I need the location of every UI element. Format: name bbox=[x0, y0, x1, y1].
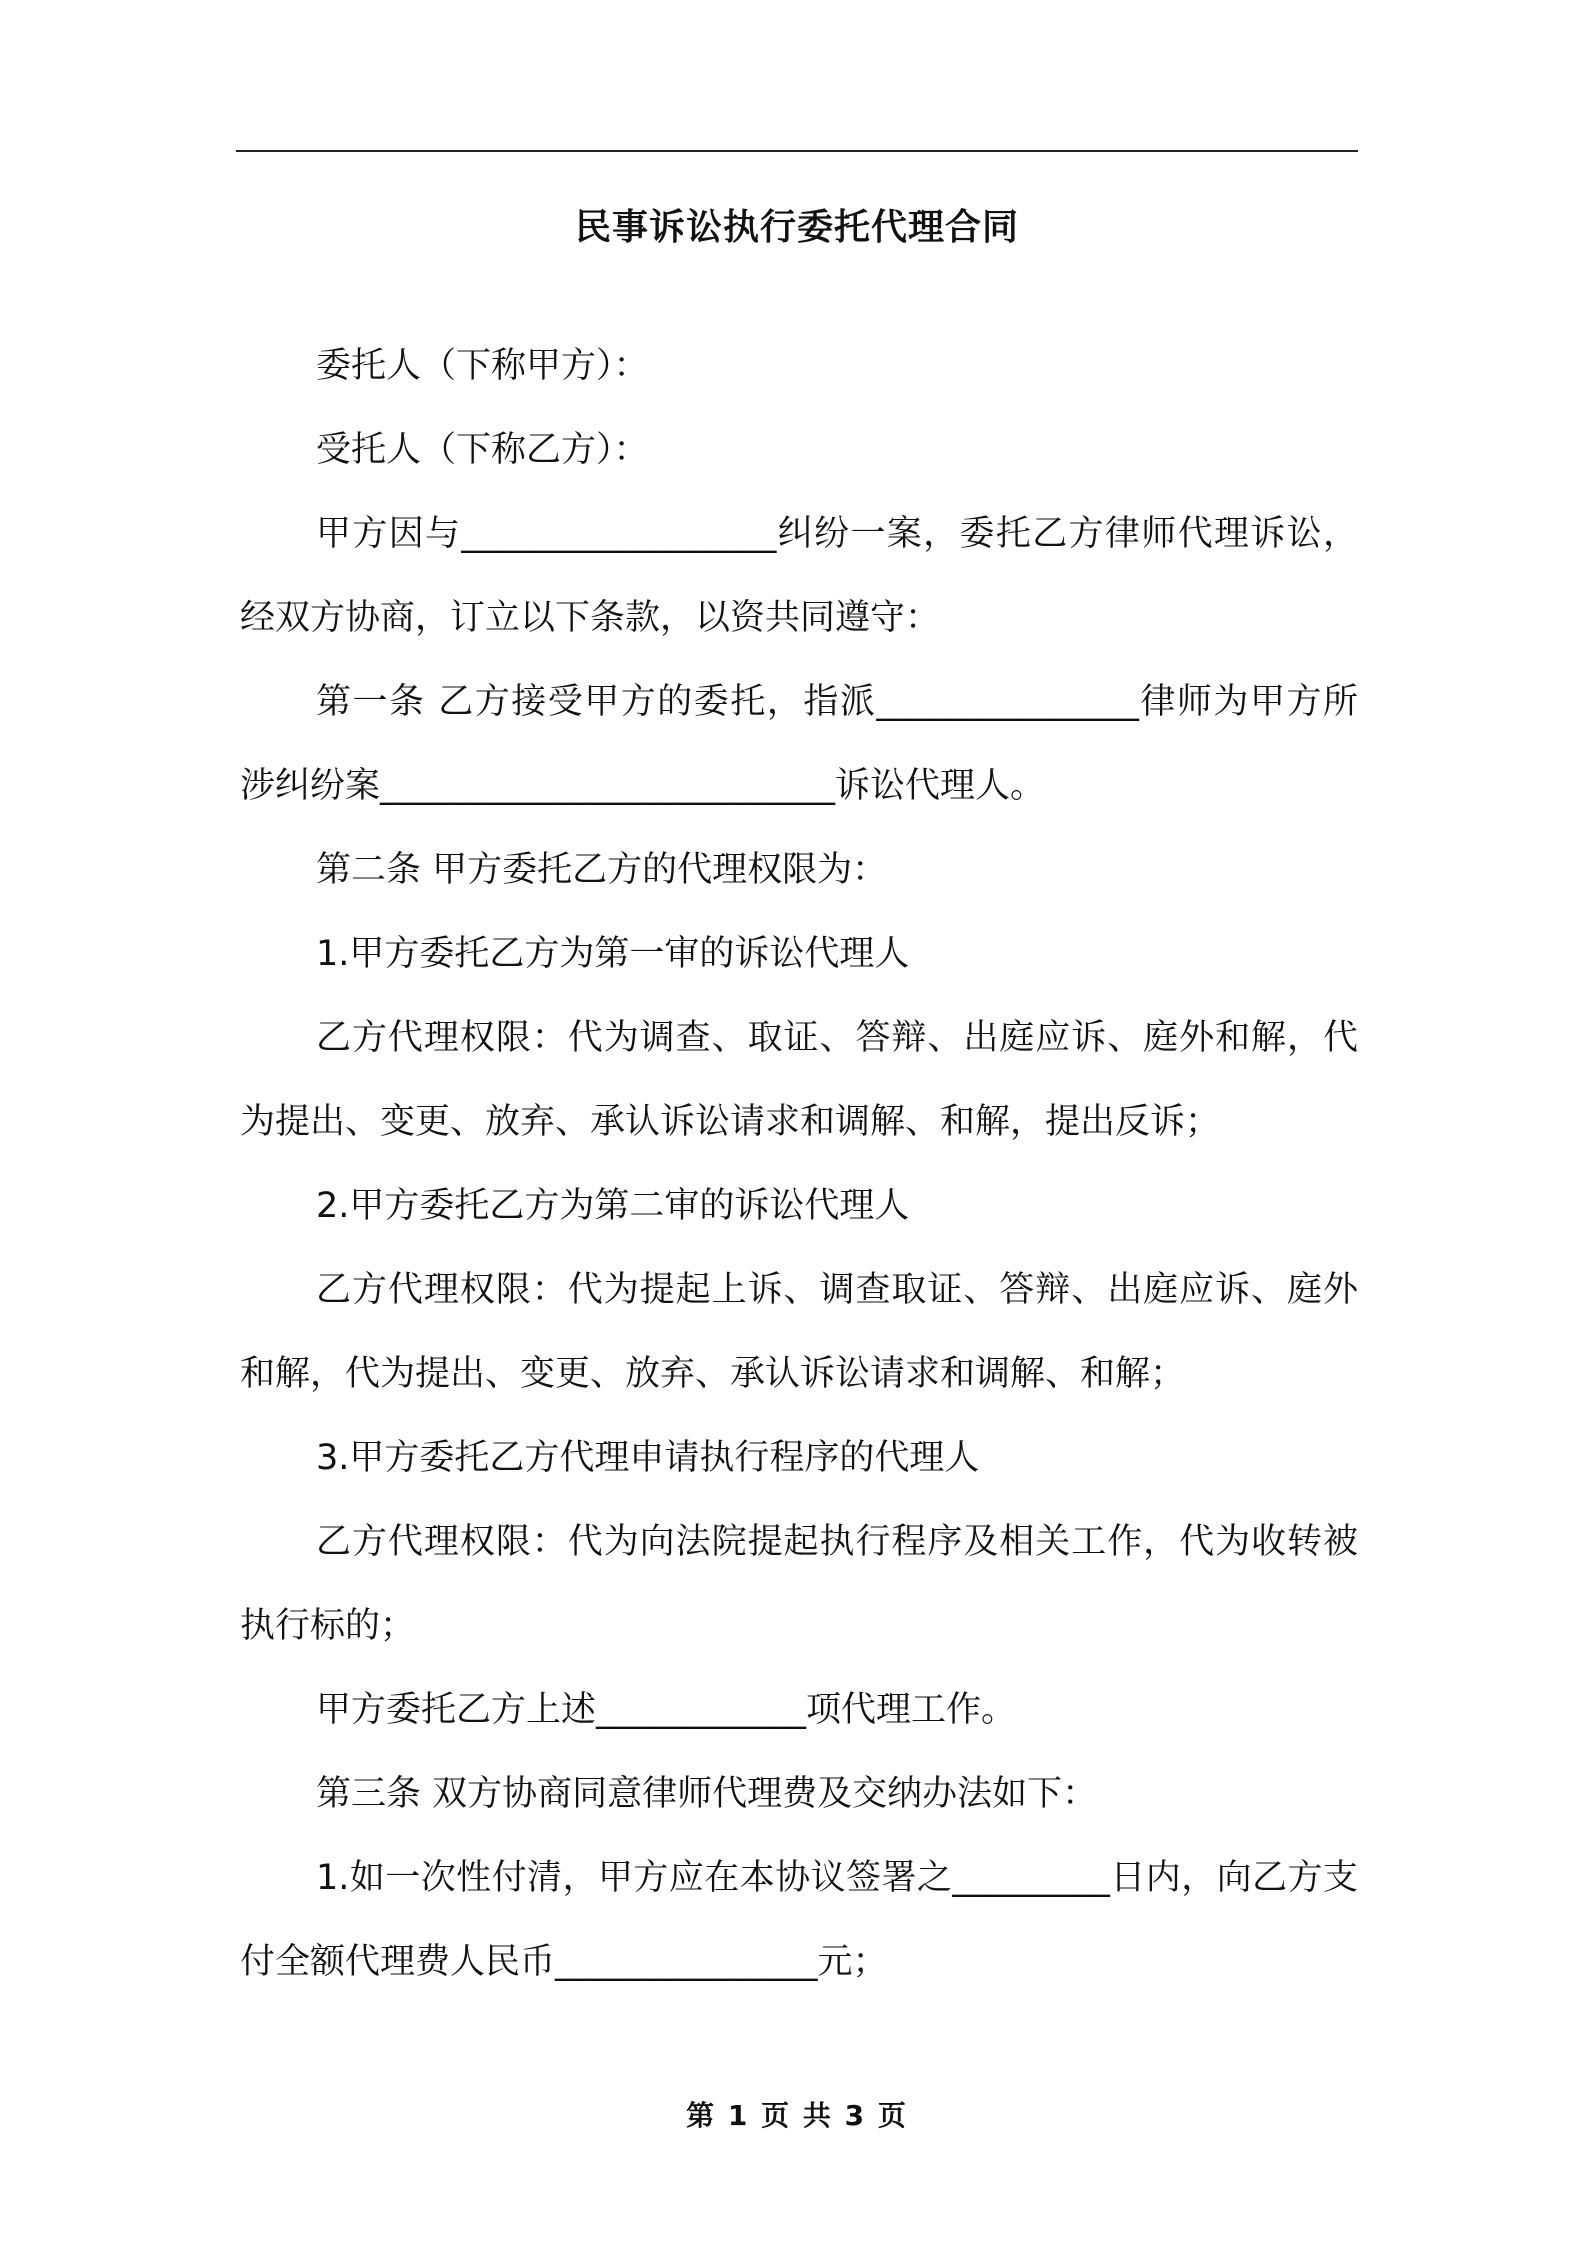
document-title: 民事诉讼执行委托代理合同 bbox=[574, 207, 1019, 248]
paragraph-first-instance-authority: 乙方代理权限：代为调查、取证、答辩、出庭应诉、庭外和解，代为提出、变更、放弃、承认诉讼请求和调解、和解，提出反诉； bbox=[240, 1018, 1358, 1142]
header-rule bbox=[236, 150, 1358, 152]
paragraph-article-3: 第三条 双方协商同意律师代理费及交纳办法如下： bbox=[316, 1774, 1098, 1814]
paragraph-first-instance: 1.甲方委托乙方为第一审的诉讼代理人 bbox=[316, 934, 910, 974]
paragraph-scope: 甲方委托乙方上述____________项代理工作。 bbox=[316, 1690, 1017, 1730]
paragraph-execution: 3.甲方委托乙方代理申请执行程序的代理人 bbox=[316, 1438, 980, 1478]
paragraph-second-instance-authority: 乙方代理权限：代为提起上诉、调查取证、答辩、出庭应诉、庭外和解，代为提出、变更、放弃、承认诉讼请求和调解、和解； bbox=[240, 1270, 1358, 1394]
paragraph-preamble: 甲方因与__________________纠纷一案，委托乙方律师代理诉讼，经双方协商，订立以下条款，以资共同遵守： bbox=[240, 514, 1358, 638]
paragraph-principal: 委托人（下称甲方）： bbox=[316, 346, 649, 386]
paragraph-article-2: 第二条 甲方委托乙方的代理权限为： bbox=[316, 850, 888, 890]
document-body bbox=[240, 324, 1358, 2004]
page-number-footer: 第 1 页 共 3 页 bbox=[686, 2099, 908, 2132]
paragraph-article-1: 第一条 乙方接受甲方的委托，指派_______________律师为甲方所涉纠纷案__________________________诉讼代理人。 bbox=[240, 682, 1358, 806]
paragraph-payment: 1.如一次性付清，甲方应在本协议签署之_________日内，向乙方支付全额代理费人民币_______________元； bbox=[240, 1858, 1358, 1982]
paragraph-execution-authority: 乙方代理权限：代为向法院提起执行程序及相关工作，代为收转被执行标的； bbox=[240, 1522, 1358, 1646]
paragraph-agent: 受托人（下称乙方）： bbox=[316, 430, 649, 470]
paragraph-second-instance: 2.甲方委托乙方为第二审的诉讼代理人 bbox=[316, 1186, 910, 1226]
